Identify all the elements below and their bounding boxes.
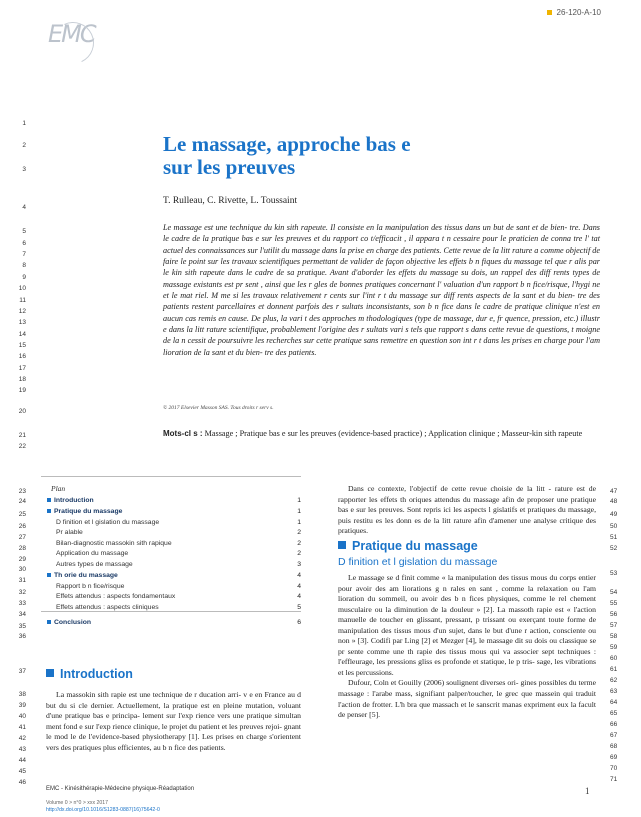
square-bullet-icon: [46, 669, 54, 677]
line-number: 41: [18, 724, 26, 731]
toc-item-page: 1: [297, 497, 301, 504]
keywords-label: Mots-cl s :: [163, 429, 203, 438]
line-number: 71: [610, 776, 618, 783]
keywords-text: Massage ; Pratique bas e sur les preuves (evidence-based practice) ; Application clinique ; Masseur-kin sith rapeute: [204, 429, 583, 438]
line-number: 27: [18, 534, 26, 541]
line-number: 65: [610, 710, 618, 717]
line-number: 3: [22, 166, 26, 173]
line-number: 67: [610, 732, 618, 739]
line-number: 61: [610, 666, 618, 673]
toc-item-label: D finition et l gislation du massage: [56, 519, 160, 526]
line-number: 38: [18, 691, 26, 698]
line-number: 28: [18, 545, 26, 552]
title-line-1: Le massage, approche bas e: [163, 132, 411, 156]
introduction-heading: Introduction: [46, 667, 133, 681]
line-number: 43: [18, 746, 26, 753]
line-number: 34: [18, 611, 26, 618]
toc-item-page: 2: [297, 529, 301, 536]
line-number: 40: [18, 713, 26, 720]
line-number: 9: [22, 274, 26, 281]
toc-item-page: 5: [297, 604, 301, 611]
toc-item-page: 2: [297, 540, 301, 547]
line-number: 33: [18, 600, 26, 607]
line-number: 15: [18, 342, 26, 349]
authors: T. Rulleau, C. Rivette, L. Toussaint: [163, 196, 298, 206]
toc-item[interactable]: [47, 508, 301, 518]
line-number: 46: [18, 779, 26, 786]
line-number: 55: [610, 600, 618, 607]
line-number: 45: [18, 768, 26, 775]
toc-item[interactable]: [47, 529, 301, 539]
square-bullet-icon: [47, 620, 51, 624]
toc-item[interactable]: [47, 497, 301, 507]
line-number: 8: [22, 262, 26, 269]
line-number: 4: [22, 204, 26, 211]
line-number: 5: [22, 228, 26, 235]
toc-item-label: Th orie du massage: [47, 572, 118, 579]
toc-item[interactable]: [47, 519, 301, 529]
line-number: 47: [610, 488, 618, 495]
line-number: 66: [610, 721, 618, 728]
toc-item-page: 6: [297, 619, 301, 626]
line-number: 29: [18, 556, 26, 563]
line-number: 7: [22, 251, 26, 258]
line-number: 16: [18, 353, 26, 360]
footer-meta: [46, 800, 160, 813]
toc-item[interactable]: [47, 561, 301, 571]
pratique-heading: Pratique du massage: [338, 539, 478, 553]
toc-item-label: Pr alable: [56, 529, 83, 536]
line-number: 22: [18, 443, 26, 450]
toc-item-label: Bilan-diagnostic massokin sith rapique: [56, 540, 172, 547]
line-number: 37: [18, 668, 26, 675]
toc-item-page: 3: [297, 561, 301, 568]
line-number: 44: [18, 757, 26, 764]
square-bullet-icon: [338, 541, 346, 549]
line-number: 20: [18, 408, 26, 415]
line-number: 58: [610, 633, 618, 640]
line-number: 50: [610, 523, 618, 530]
line-number: 26: [18, 523, 26, 530]
context-text: Dans ce contexte, l'objectif de cette revue choisie de la litt - rature est de rapporter les effets th oriques attendus du massage afin de proposer une pratique bas e sur les preuves. Sont repris ici les aspects l gislatifs et pratiques du massage, puis restitu es les donn es de la litt rature afin d'amener une analyse critique des pratiques.: [338, 484, 596, 536]
line-number: 13: [18, 319, 26, 326]
toc-item[interactable]: [47, 583, 301, 593]
toc-item-page: 4: [297, 593, 301, 600]
toc-item[interactable]: [47, 593, 301, 603]
toc-item[interactable]: [47, 604, 301, 614]
article-title: [163, 133, 563, 179]
line-number: 30: [18, 566, 26, 573]
line-number: 48: [610, 498, 618, 505]
toc-item-label: Autres types de massage: [56, 561, 133, 568]
line-number: 24: [18, 498, 26, 505]
line-number: 6: [22, 240, 26, 247]
toc-item[interactable]: [47, 540, 301, 550]
line-number: 31: [18, 577, 26, 584]
abstract: Le massage est une technique du kin sith rapeute. Il consiste en la manipulation des tissus dans un but de sant et de bien- tre. Dans le cadre de la pratique bas e sur les preuves et du rapport co t/efficacit , il appara t n cessaire pour le praticien de conna tre l' tat actuel des connaissances sur l'utilit du massage dans la prise en charge des patients. Cette revue de la litt rature a comme objectif de faire le point sur les travaux scientifiques permettant de valider de façon objective les effets b n fiques du massage tel que r alis par le kin sith rapeute dans le cadre de sa pratique. Avant d'aborder les effets du massage su dois, un rappel des diff rents types de massage existants est pr sent , ainsi que les r gles de bonnes pratiques concernant l' valuation d'un rapport b n fice/risque, l'hygi ne et le mat riel. M me si les travaux relativement r cents sur l'int r t du massage sur diff rents aspects de la sant et du bien- tre des patients restent parcellaires et donnent parfois des r sultats inconsistants, son b n fice dans le cadre de pratique clinique n'est en aucun cas remis en cause. De plus, la vari t des approches m thodologiques (type de massage, dur e, fr quence, pression, etc.) illustr e dans la litt rature scientifique, probablement l'origine des r sultats vari s tels que rapport s dans cette revue de questions, t moigne de la n cessit de poursuivre les recherches sur cette pratique sans remettre en question son int r t dans les prises en charge pour l'am lioration de la sant et du bien- tre des patients.: [163, 223, 600, 357]
plan-box: [41, 476, 301, 626]
line-number: 17: [18, 365, 26, 372]
line-number: 19: [18, 387, 26, 394]
square-bullet-icon: [547, 10, 552, 15]
line-number: 36: [18, 633, 26, 640]
line-number: 42: [18, 735, 26, 742]
line-number: 70: [610, 765, 618, 772]
line-number: 60: [610, 655, 618, 662]
journal-name: EMC - Kinésithérapie-Médecine physique-Réadaptation: [46, 786, 195, 792]
line-number: 53: [610, 570, 618, 577]
line-number: 11: [19, 297, 26, 304]
copyright: © 2017 Elsevier Masson SAS. Tous droits r serv s.: [163, 405, 274, 411]
square-bullet-icon: [47, 498, 51, 502]
toc-item-label: Application du massage: [56, 550, 129, 557]
line-number: 54: [610, 589, 618, 596]
title-line-2: sur les preuves: [163, 155, 296, 179]
square-bullet-icon: [47, 509, 51, 513]
toc-item-label: Effets attendus : aspects fondamentaux: [56, 593, 176, 600]
line-number: 64: [610, 699, 618, 706]
line-number: 51: [610, 534, 618, 541]
line-number: 12: [18, 308, 26, 315]
line-number: 39: [18, 702, 26, 709]
line-number: 35: [18, 623, 26, 630]
line-number: 32: [18, 589, 26, 596]
line-number: 68: [610, 743, 618, 750]
toc-item[interactable]: [47, 550, 301, 560]
line-number: 59: [610, 644, 618, 651]
line-number: 2: [22, 142, 26, 149]
line-number: 69: [610, 754, 618, 761]
volume-info: Volume 0 > n°0 > xxx 2017: [46, 800, 109, 806]
toc-item-page: 1: [297, 508, 301, 515]
line-number: 23: [18, 488, 26, 495]
line-number: 49: [610, 511, 618, 518]
toc-item[interactable]: [47, 572, 301, 582]
doi-link[interactable]: http://dx.doi.org/10.1016/S1283-0887(16)75642-0: [46, 806, 160, 813]
line-number: 14: [18, 331, 26, 338]
toc-item-label: Rapport b n fice/risque: [56, 583, 125, 590]
keywords: [163, 428, 600, 439]
plan-title: Plan: [51, 484, 66, 493]
page-number: 1: [585, 786, 590, 796]
line-number: 52: [610, 545, 618, 552]
line-number: 10: [18, 285, 26, 292]
toc-item-page: 2: [297, 550, 301, 557]
square-bullet-icon: [47, 573, 51, 577]
introduction-text: La massokin sith rapie est une technique de r ducation arri- v e en France au d but du si cle dernier. Actuellement, la pratique est en pleine mutation, voluant d'une pratique bas e principa- lement sur l'exp rience vers une pratique simultan ment fond e sur l'exp rience clinique, le projet du patient et les preuves rejoi- gnant le mod le de l'evidence-based physiotherapy [1]. Les prises en charge s'orientent vers des pratiques plus efficientes, au b n fice des patients.: [46, 690, 301, 752]
line-number: 63: [610, 688, 618, 695]
emc-logo: EMC: [48, 20, 98, 66]
line-number: 18: [18, 376, 26, 383]
line-number: 21: [18, 432, 26, 439]
line-number: 62: [610, 677, 618, 684]
toc-item-page: 4: [297, 583, 301, 590]
toc-item-label: Conclusion: [47, 619, 91, 626]
toc-item[interactable]: [47, 619, 301, 629]
line-number: 25: [18, 511, 26, 518]
toc-item-page: 1: [297, 519, 301, 526]
definition-heading: D finition et l gislation du massage: [338, 556, 498, 568]
definition-text: Le massage se d finit comme « la manipulation des tissus mous du corps entier pour avoir des am liorations g n rales en sant , comme la relaxation ou l'am lioration du sommeil, ou avoir des b n fices physiques, comme le rel chement musculaire ou la diminution de la douleur » [2]. La massoth rapie est « l'action manuelle de toucher en glissant, pressant, p trissant ou exerçant toute forme de manipulation des tissus mous d'un sujet, dans le but d'une r action, consciente ou non » [3]. Codifi par Ling [2] et Mezger [4], le massage dit su dois ou classique se pr sente comme une th rapie des tissus mous qui va associer sept techniques : l'effleurage, les pressions gliss es profonde et statique, le p tris- sage, les vibrations et les percussions. Dufour, Coln et Gouilly (2006) soulignent diverses ori- gines possibles du terme massage : l'arabe mass, signifiant palper/toucher, le grec que massein qui traduit l'action de frotter. L'h bra que massach et le sanscrit manas expriment eux la facult de penser [5].: [338, 573, 596, 720]
toc-item-label: Pratique du massage: [47, 508, 122, 515]
line-number: 1: [22, 120, 26, 127]
line-number: 57: [610, 622, 618, 629]
article-reference: 26-120-A-10: [547, 8, 601, 17]
toc-item-label: Effets attendus : aspects cliniques: [56, 604, 159, 611]
toc-item-label: Introduction: [47, 497, 94, 504]
line-number: 56: [610, 611, 618, 618]
toc-item-page: 4: [297, 572, 301, 579]
